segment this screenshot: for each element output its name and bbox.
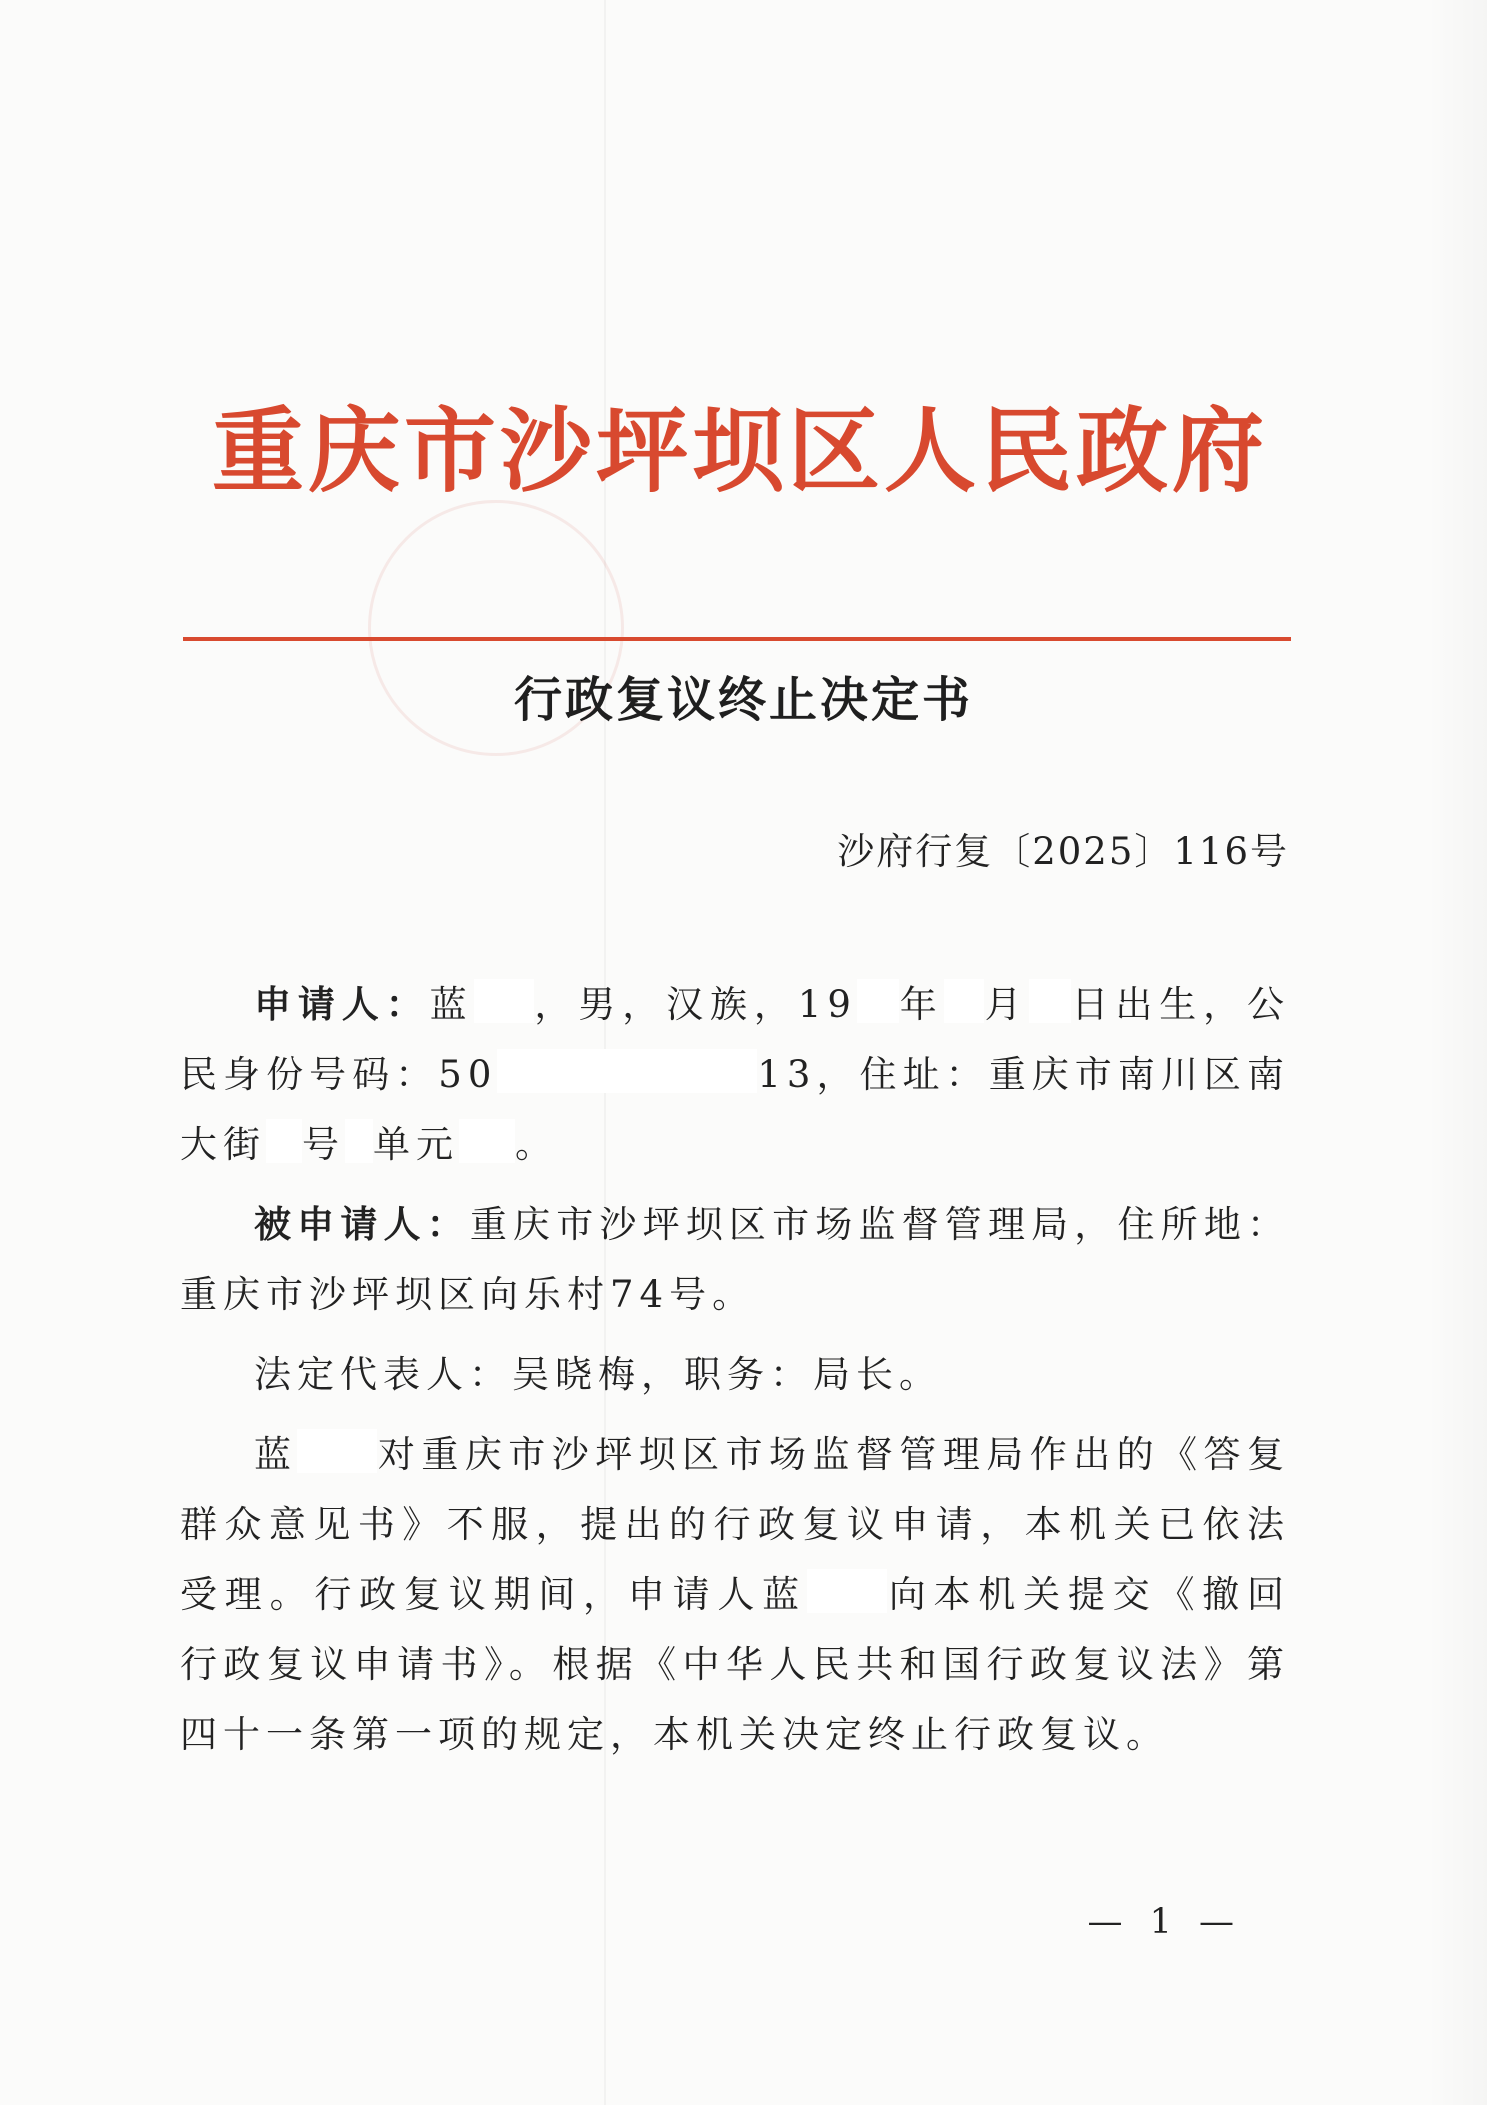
redaction-block	[807, 1569, 887, 1613]
document-body	[180, 970, 1290, 1780]
respondent-paragraph	[180, 1190, 1290, 1330]
issuer-header: 重庆市沙坪坝区人民政府	[211, 397, 1268, 505]
page-number: — 1 —	[1087, 1902, 1242, 1942]
applicant-paragraph: 申请人：蓝 ，男，汉族，19 年 月 日出生，公民身份号码：50 13，住址：重庆市南川区南大街 号 单元 。	[180, 970, 1290, 1180]
applicant-label: 申请人：	[254, 983, 430, 1026]
legal-representative-paragraph: 法定代表人：吴晓梅，职务：局长。	[254, 1353, 942, 1396]
red-divider-line	[183, 637, 1291, 641]
redaction-block	[266, 1119, 302, 1163]
document-number: 沙府行复〔2025〕116号	[837, 830, 1289, 873]
redaction-block	[474, 979, 534, 1023]
redaction-block	[497, 1049, 757, 1093]
respondent-label: 被申请人：	[254, 1203, 470, 1246]
document-title: 行政复议终止决定书	[513, 672, 973, 728]
scan-edge-shadow	[1427, 0, 1487, 2105]
decision-paragraph: 蓝 对重庆市沙坪坝区市场监督管理局作出的《答复群众意见书》不服，提出的行政复议申请，本机关已依法受理。行政复议期间，申请人蓝 向本机关提交《撤回行政复议申请书》。根据《中华人民共和国行政复议法》第四十一条第一项的规定，本机关决定终止行政复议。	[180, 1420, 1290, 1770]
respondent-text: 重庆市沙坪坝区市场监督管理局，住所地：重庆市沙坪坝区向乐村74号。	[180, 1203, 1291, 1316]
redaction-block	[944, 979, 984, 1023]
redaction-block	[857, 979, 899, 1023]
redaction-block	[1029, 979, 1071, 1023]
redaction-block	[459, 1119, 515, 1163]
redaction-block	[297, 1429, 377, 1473]
redaction-block	[345, 1119, 373, 1163]
